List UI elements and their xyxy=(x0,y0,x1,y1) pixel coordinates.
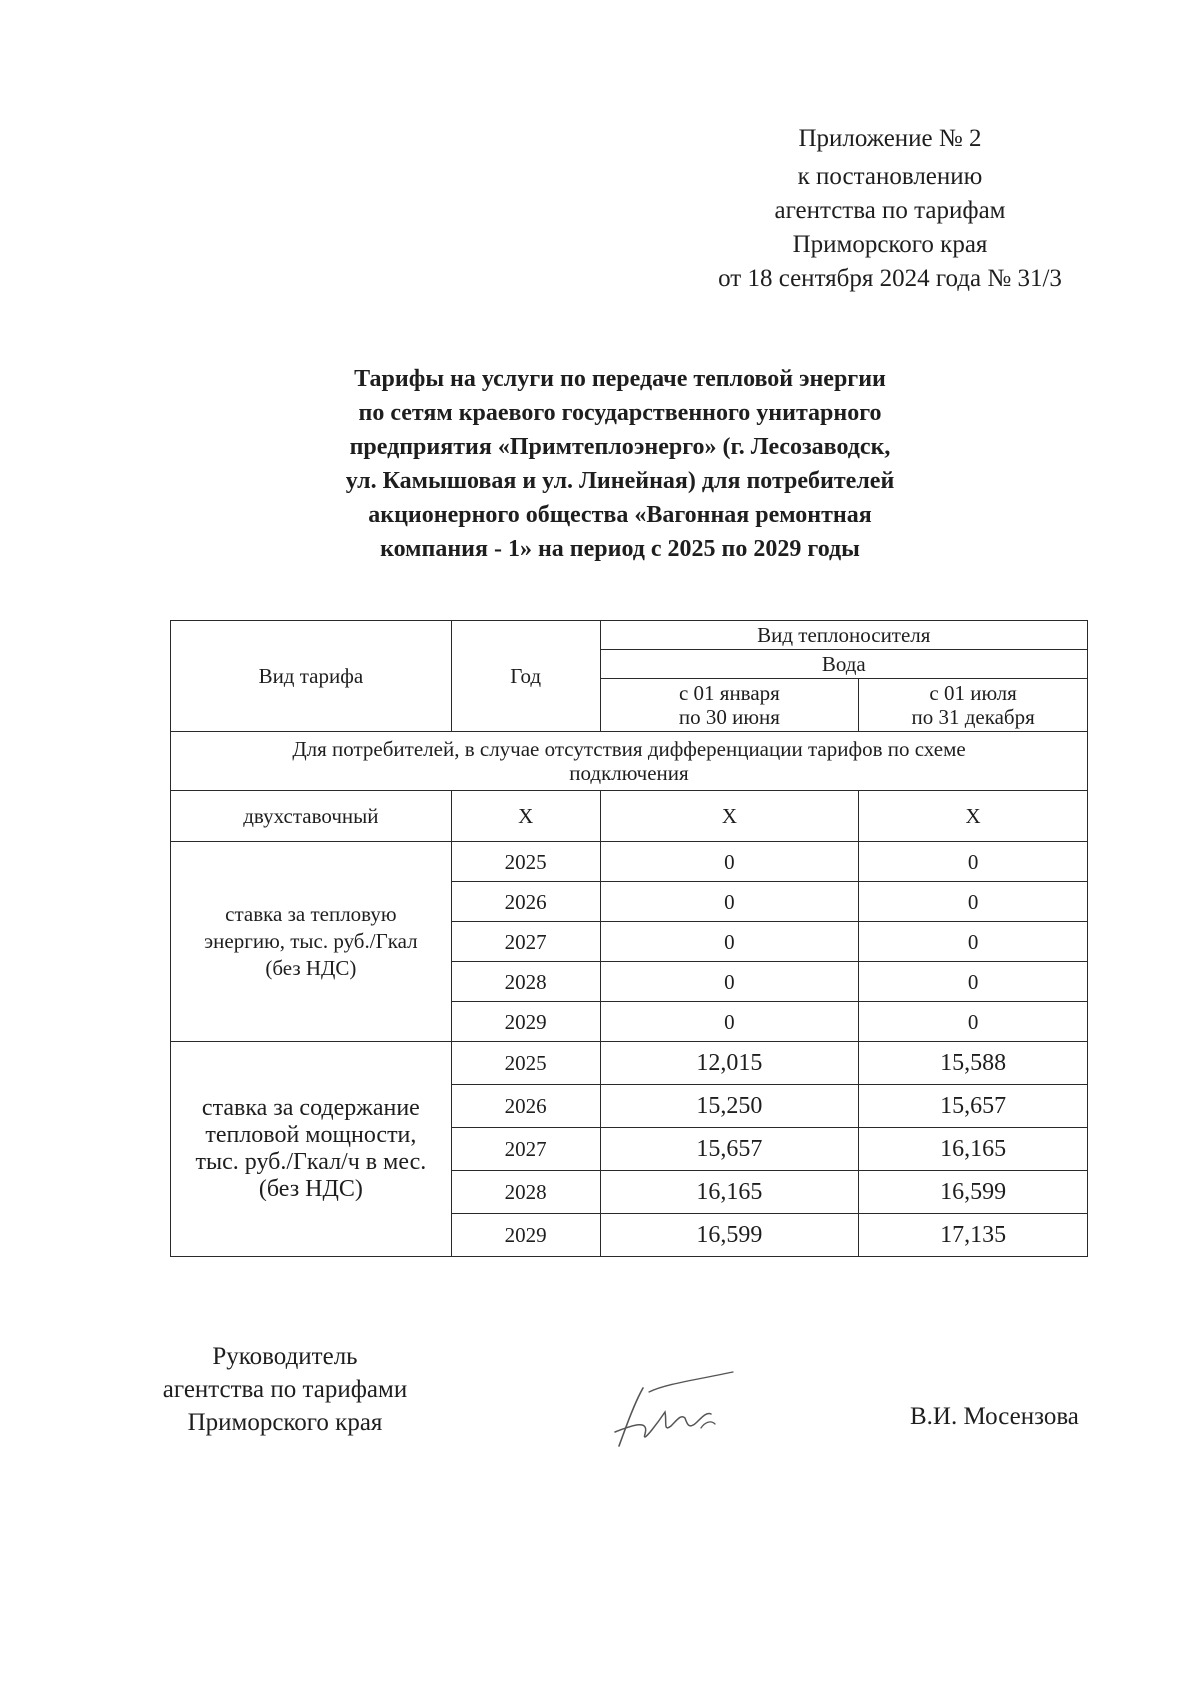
header-carrier: Вода xyxy=(600,650,1087,679)
signer-name: В.И. Мосензова xyxy=(910,1403,1079,1430)
title-line: предприятия «Примтеплоэнерго» (г. Лесозаводск, xyxy=(349,434,891,460)
title-line: по сетям краевого государственного унитарного xyxy=(358,400,882,426)
energy-rate-label-line: ставка за тепловую xyxy=(225,902,397,926)
signer-position-line: Приморского края xyxy=(187,1409,383,1436)
energy-rate-label-line: энергию, тыс. руб./Гкал xyxy=(204,929,418,953)
value-cell: 0 xyxy=(600,842,859,882)
table-row xyxy=(171,1042,1088,1085)
table-header-row xyxy=(171,621,1088,650)
appendix-line: Приморского края xyxy=(792,231,988,258)
consumer-note-line: Для потребителей, в случае отсутствия дифференциации тарифов по схеме xyxy=(292,737,966,761)
capacity-rate-label-line: (без НДС) xyxy=(258,1176,363,1202)
year-cell: 2028 xyxy=(451,1171,600,1214)
header-period-2-line: с 01 июля xyxy=(929,681,1017,705)
energy-rate-label-line: (без НДС) xyxy=(265,956,357,980)
appendix-number: Приложение № 2 xyxy=(798,125,982,152)
header-carrier-type: Вид теплоносителя xyxy=(600,621,1087,650)
value-cell: 0 xyxy=(600,962,859,1002)
consumer-note xyxy=(171,732,1088,791)
header-period-2 xyxy=(859,679,1088,732)
value-cell: 15,588 xyxy=(859,1042,1088,1085)
title-line: ул. Камышовая и ул. Линейная) для потребителей xyxy=(345,468,895,494)
value-cell: 0 xyxy=(600,882,859,922)
value-cell: 15,657 xyxy=(859,1085,1088,1128)
value-cell: 15,657 xyxy=(600,1128,859,1171)
appendix-line: к постановлению xyxy=(797,163,983,190)
value-cell: 15,250 xyxy=(600,1085,859,1128)
value-cell: 12,015 xyxy=(600,1042,859,1085)
value-cell: 0 xyxy=(600,1002,859,1042)
value-cell: 0 xyxy=(859,922,1088,962)
year-cell: 2027 xyxy=(451,1128,600,1171)
two-part-label: двухставочный xyxy=(171,791,452,842)
year-cell: 2025 xyxy=(451,1042,600,1085)
value-cell: 0 xyxy=(859,1002,1088,1042)
year-cell: 2027 xyxy=(451,922,600,962)
handwritten-signature xyxy=(605,1362,745,1462)
value-cell: 17,135 xyxy=(859,1214,1088,1257)
title-line: Тарифы на услуги по передаче тепловой энергии xyxy=(354,366,886,392)
tariffs-table xyxy=(170,620,1088,1257)
two-part-period-2: Х xyxy=(859,791,1088,842)
capacity-rate-label-line: тепловой мощности, xyxy=(205,1122,417,1148)
year-cell: 2029 xyxy=(451,1002,600,1042)
value-cell: 0 xyxy=(600,922,859,962)
two-part-period-1: Х xyxy=(600,791,859,842)
title-line: компания - 1» на период с 2025 по 2029 годы xyxy=(380,536,860,562)
signer-position-line: агентства по тарифами xyxy=(162,1376,408,1403)
title-line: акционерного общества «Вагонная ремонтная xyxy=(368,502,872,528)
header-period-1 xyxy=(600,679,859,732)
two-part-year: Х xyxy=(451,791,600,842)
header-period-1-line: с 01 января xyxy=(678,681,780,705)
appendix-line: от 18 сентября 2024 года № 31/3 xyxy=(718,265,1062,292)
header-year: Год xyxy=(451,621,600,732)
year-cell: 2026 xyxy=(451,1085,600,1128)
header-period-1-line: по 30 июня xyxy=(678,705,780,729)
energy-rate-label xyxy=(171,842,452,1042)
capacity-rate-label-line: тыс. руб./Гкал/ч в мес. xyxy=(195,1149,427,1175)
year-cell: 2026 xyxy=(451,882,600,922)
value-cell: 0 xyxy=(859,882,1088,922)
header-tariff-type: Вид тарифа xyxy=(171,621,452,732)
signer-position xyxy=(140,1340,430,1439)
value-cell: 16,599 xyxy=(600,1214,859,1257)
year-cell: 2028 xyxy=(451,962,600,1002)
value-cell: 16,165 xyxy=(859,1128,1088,1171)
capacity-rate-label xyxy=(171,1042,452,1257)
appendix-header xyxy=(700,122,1080,296)
document-title xyxy=(270,362,970,566)
consumer-note-line: подключения xyxy=(569,761,689,785)
table-row xyxy=(171,842,1088,882)
year-cell: 2029 xyxy=(451,1214,600,1257)
header-period-2-line: по 31 декабря xyxy=(911,705,1035,729)
value-cell: 0 xyxy=(859,962,1088,1002)
value-cell: 16,165 xyxy=(600,1171,859,1214)
appendix-line: агентства по тарифам xyxy=(774,197,1006,224)
year-cell: 2025 xyxy=(451,842,600,882)
table-row-two-part xyxy=(171,791,1088,842)
value-cell: 0 xyxy=(859,842,1088,882)
table-note-row xyxy=(171,732,1088,791)
capacity-rate-label-line: ставка за содержание xyxy=(201,1095,420,1121)
signer-position-line: Руководитель xyxy=(212,1343,358,1370)
value-cell: 16,599 xyxy=(859,1171,1088,1214)
